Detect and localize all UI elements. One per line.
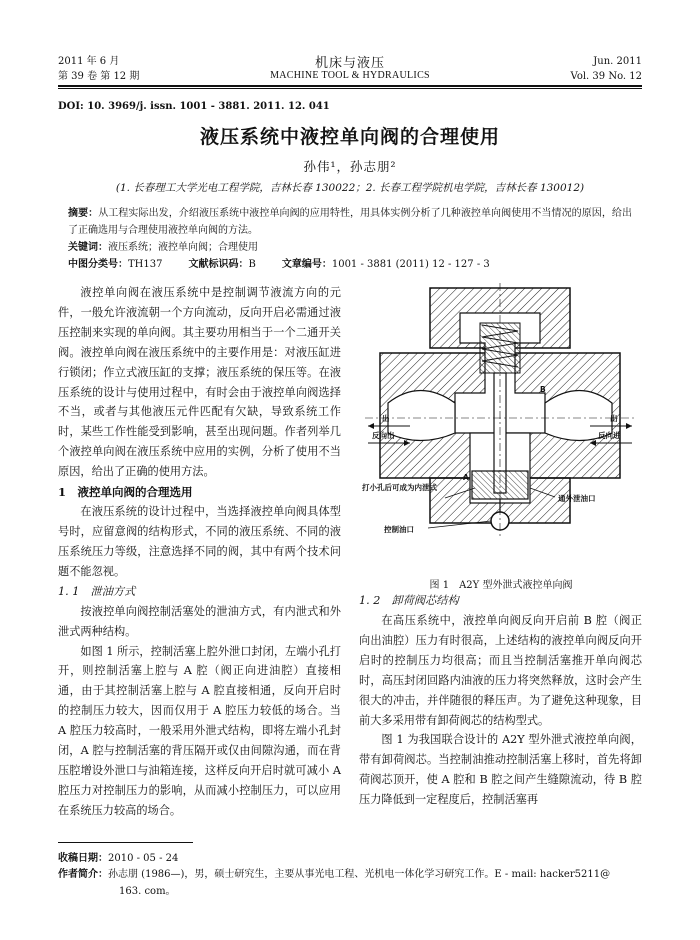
label-b: B — [540, 385, 546, 394]
section-1-2-title — [359, 591, 642, 611]
keywords-text: 液压系统；液控单向阀；合理使用 — [108, 242, 258, 253]
header-volume: 第 39 卷 第 12 期 — [58, 71, 140, 82]
classification-line — [68, 256, 632, 273]
author-bio-text: 孙志朋 (1986—)，男，硕士研究生，主要从事光电工程、光机电一体化学习研究工作。E - mail: hacker5211@ — [108, 869, 611, 880]
code-value: B — [248, 259, 256, 270]
section-1-2-text-1: 在高压系统中，液控单向阀反向开启前 B 腔（阀正向出油腔）压力有时很高，上述结构的液控单向阀反向开启时的控制压力均很高；而且当控制活塞推开单向阀芯时，高压封闭回路内油液的压力将突然释放，这时会产生很大的冲击，并伴随很的释压声。为了避免这种现象，目前大多采用带有卸荷阀芯的结构型式。 — [359, 614, 642, 727]
authors: 孙伟¹，孙志朋² — [303, 159, 397, 174]
article-value: 1001 - 3881 (2011) 12 - 127 - 3 — [331, 259, 490, 270]
left-column — [58, 283, 341, 821]
label-reverse-out: 反向出 — [372, 431, 395, 440]
label-left-out: 出 — [382, 414, 390, 423]
journal-title-cn: 机床与液压 — [314, 56, 385, 71]
intro-paragraph: 液控单向阀在液压系统中是控制调节液流方向的元件，一般允许液流朝一个方向流动，反向开启必需通过液压控制来实现的单向阀。其主要功用相当于一个二通开关阀。液控单向阀在液压系统中的主要作用是：对液压缸进行锁闭；作立式液压缸的支撑；液压系统的保压等。在液压系统的设计与使用过程中，有时会由于液控单向阀选择不当，或者与其他液压元件匹配有欠缺，导致系统工作时，某些工作性能受到影响，甚至出现问题。作者列举几个液控单向阀在液压系统中应用的实例，分析了使用不当原因，给出了正确的使用方法。 — [58, 286, 341, 479]
header-date: 2011 年 6 月 — [58, 56, 120, 67]
label-right-out: 出 — [610, 414, 618, 423]
label-orifice: 打小孔后可成为内泄式 — [362, 483, 437, 492]
valve-figure — [360, 283, 642, 578]
author-bio-label: 作者简介： — [58, 869, 108, 880]
received-label: 收稿日期： — [58, 853, 108, 864]
section-1-1-title-text: 1. 1 泄油方式 — [58, 584, 136, 598]
header-rule-thick — [58, 85, 642, 87]
doi: DOI: 10. 3969/j. issn. 1001 - 3881. 2011. 12. 041 — [58, 101, 330, 112]
received-value: 2010 - 05 - 24 — [108, 853, 179, 864]
header-rule-thin — [58, 88, 642, 89]
section-1-1-title — [58, 582, 341, 602]
keywords — [68, 239, 632, 256]
abstract-text: 从工程实际出发，介绍液压系统中液控单向阀的应用特性，用具体实例分析了几种液控单向阀使用不当情况的原因，给出了正确选用与合理使用液控单向阀的方法。 — [68, 208, 632, 236]
figure-caption: 图 1 A2Y 型外泄式液控单向阀 — [429, 580, 573, 591]
section-1-2-text-2: 图 1 为我国联合设计的 A2Y 型外泄式液控单向阀，带有卸荷阀芯。当控制油推动控制活塞上移时，首先将卸荷阀芯顶开，使 A 腔和 B 腔之间产生缝隙流动，待 B 腔压力降低到一定程度后，控制活塞再 — [359, 733, 642, 807]
right-column — [359, 591, 642, 810]
code-label: 文献标识码： — [188, 259, 249, 270]
header-volume-en: Vol. 39 No. 12 — [570, 71, 642, 82]
author-bio-continued: 163. com。 — [119, 886, 176, 897]
label-reverse-in: 反向进 — [598, 431, 621, 440]
abstract — [68, 205, 632, 239]
left-port-cavity — [388, 391, 455, 441]
section-1-text: 在液压系统的设计过程中，当选择液控单向阀具体型号时，应留意阀的结构形式，不同的液压系统、不同的液压系统压力等级，注意选择不同的阀，其中有两个技术问题不能忽视。 — [58, 505, 341, 578]
section-1-title: 1 液控单向阀的合理选用 — [58, 485, 193, 500]
author-bio — [58, 866, 642, 883]
label-a: A — [463, 473, 469, 482]
label-drain: 通外泄油口 — [558, 494, 596, 503]
abstract-label: 摘要： — [68, 208, 99, 219]
footnote-rule — [58, 842, 193, 843]
section-1-1-text-1: 按液控单向阀控制活塞处的泄油方式，有内泄式和外泄式两种结构。 — [58, 604, 341, 638]
section-1-1-text-2: 如图 1 所示，控制活塞上腔外泄口封闭，左端小孔打开，则控制活塞上腔与 A 腔（阀正向进油腔）直接相通，由于其控制活塞上腔与 A 腔直接相通，反向开启时的控制压力较大，因而仅用于 A 腔压力较低的场合。当 A 腔压力较高时，一般采用外泄式结构，即将左端小孔封闭，A 腔与控制活塞的背压隔开或仅由间隙沟通，而在背压腔增设外泄口与油箱连接，这样反向开启时就可减小 A 腔压力对控制压力的影响，从而减小控制压力，可以应用在系统压力较高的场合。 — [58, 644, 341, 817]
received-date — [58, 850, 178, 867]
label-control-port: 控制油口 — [384, 525, 414, 534]
journal-title-en: MACHINE TOOL & HYDRAULICS — [270, 70, 430, 81]
clc-value: TH137 — [128, 259, 163, 270]
keywords-label: 关键词： — [68, 242, 108, 253]
affiliations: (1. 长春理工大学光电工程学院，吉林长春 130022；2. 长春工程学院机电学院，吉林长春 130012) — [115, 182, 585, 194]
clc-label: 中图分类号： — [68, 259, 128, 270]
header-date-en: Jun. 2011 — [593, 56, 642, 67]
paper-title: 液压系统中液控单向阀的合理使用 — [199, 126, 500, 148]
article-label: 文章编号： — [281, 259, 332, 270]
section-1-2-title-text: 1. 2 卸荷阀芯结构 — [359, 594, 459, 607]
